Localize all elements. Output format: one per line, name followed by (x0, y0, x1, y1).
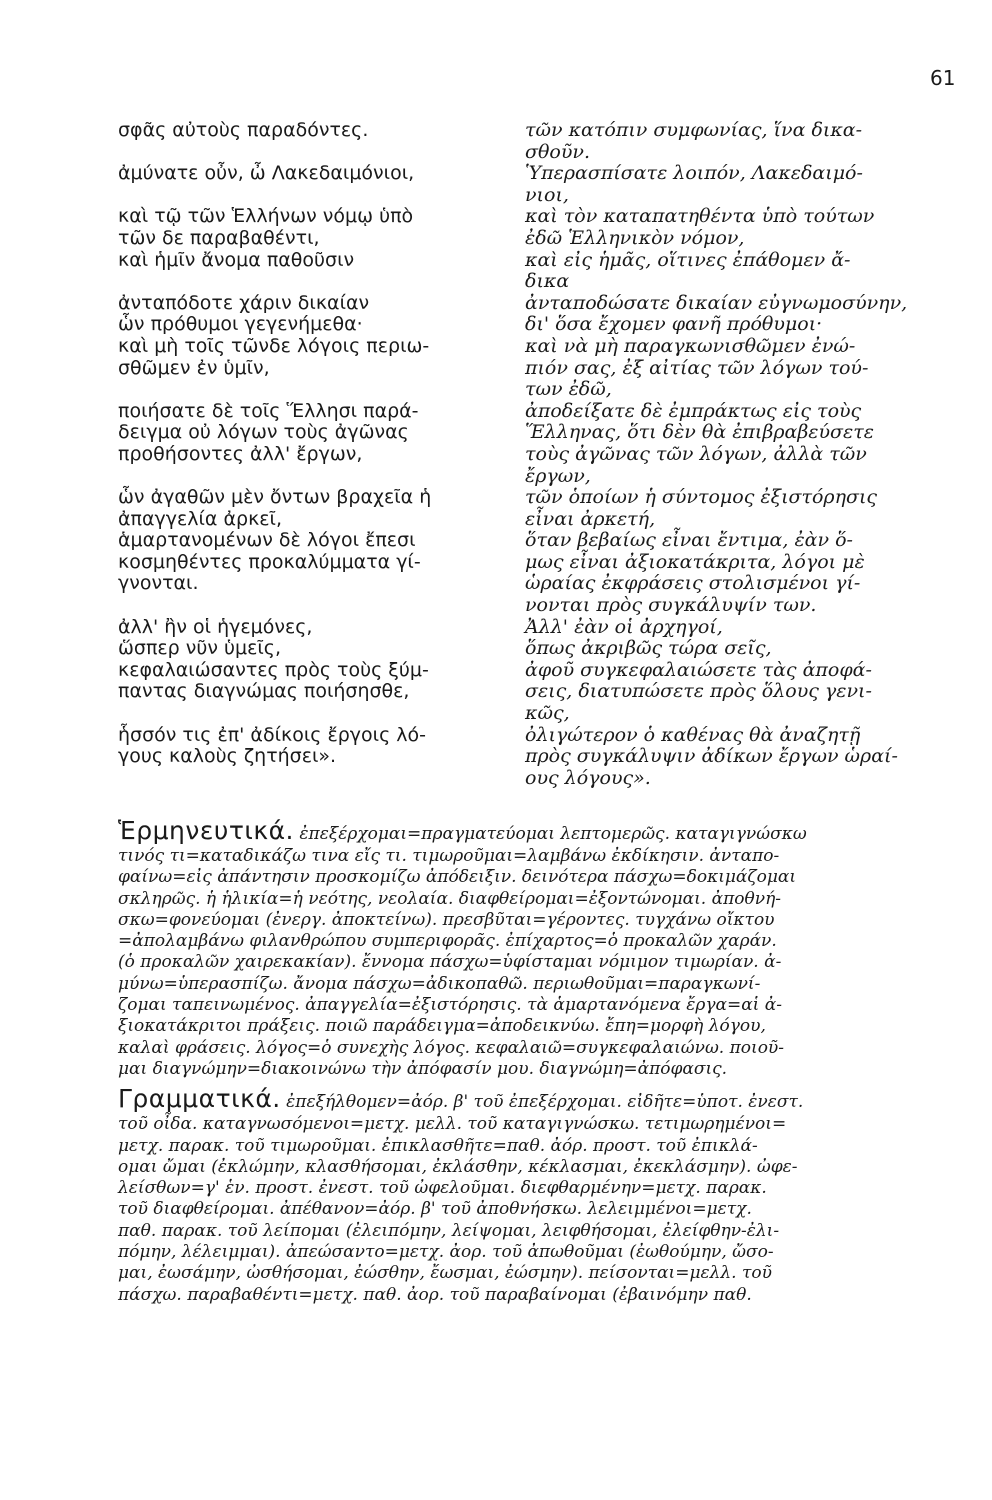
blank-line (118, 271, 508, 293)
text-line: τῶν κατόπιν συμφωνίας, ἵνα δικα- (525, 119, 863, 141)
text-line: λείσθων=γ' ἑν. προστ. ἐνεστ. τοῦ ὠφελοῦμαι. διεφθαρμένην=μετχ. παρακ. (118, 1178, 767, 1199)
blank-line (118, 703, 508, 725)
text-line: ἀπαγγελία ἀρκεῖ, (118, 507, 283, 530)
text-line: =ἀπολαμβάνω φιλανθρώπου συμπεριφορᾶς. ἐπίχαρτος=ὁ προκαλῶν χαράν. (118, 931, 777, 952)
text-line: ποιήσατε δὲ τοῖς Ἕλλησι παρά- (118, 399, 419, 422)
text-line: προθήσοντες ἀλλ' ἔργων, (118, 442, 363, 465)
text-line: τοὺς ἀγῶνας τῶν λόγων, ἀλλὰ τῶν (525, 442, 867, 465)
text-line: Ἕλληνας, ὅτι δὲν θὰ ἐπιβραβεύσετε (525, 421, 874, 444)
right-column-translation (525, 120, 937, 789)
text-line: ἀλλ' ἢν οἱ ἡγεμόνες, (118, 615, 313, 638)
blank-line (118, 185, 508, 207)
text-line: τῶν δε παραβαθέντι, (118, 226, 320, 249)
text-line: ὅταν βεβαίως εἶναι ἔντιμα, ἐὰν ὅ- (525, 529, 853, 552)
blank-line (118, 379, 508, 401)
text-line: καὶ μὴ τοῖς τῶνδε λόγοις περιω- (118, 334, 430, 357)
text-line: παντας διαγνώμας ποιήσησθε, (118, 680, 410, 703)
text-line: (ὁ προκαλῶν χαιρεκακίαν). ἔννομα πάσχω=ὑφίσταμαι νόμιμον τιμωρίαν. ἀ- (118, 952, 782, 973)
text-line: γνονται. (118, 572, 199, 595)
hermeneutika-heading: Ἑρμηνευτικά. (118, 816, 295, 845)
text-line: ὅπως ἀκριβῶς τώρα σεῖς, (525, 637, 772, 660)
text-line: ἀνταποδώσατε δικαίαν εὐγνωμοσύνην, (525, 291, 908, 314)
text-line: φαίνω=εἰς ἀπάντησιν προσκομίζω ἀπόδειξιν. δεινότερα πάσχω=δοκιμάζομαι (118, 867, 797, 888)
text-line: καὶ τὸν καταπατηθέντα ὑπὸ τούτων (525, 205, 875, 228)
text-line: μύνω=ὑπερασπίζω. ἄνομα πάσχω=ἀδικοπαθῶ. περιωθοῦμαι=παραγκωνί- (118, 973, 761, 994)
hermeneutika-lines (118, 846, 938, 1080)
text-line: μετχ. παρακ. τοῦ τιμωροῦμαι. ἐπικλασθῆτε=παθ. ἀόρ. προστ. τοῦ ἐπικλά- (118, 1135, 758, 1156)
grammatika-heading: Γραμματικά. (118, 1084, 281, 1114)
text-line: πόμην, λέλειμμαι). ἀπεώσαντο=μετχ. ἀορ. τοῦ ἀπωθοῦμαι (ἐωθούμην, ὤσο- (118, 1242, 774, 1263)
text-line: καλαὶ φράσεις. λόγος=ὁ συνεχὴς λόγος. κεφαλαιῶ=συγκεφαλαιώνω. ποιοῦ- (118, 1037, 785, 1058)
text-line: ὡραίας ἐκφράσεις στολισμένοι γί- (525, 572, 861, 595)
text-line: σκληρῶς. ἡ ἡλικία=ἡ νεότης, νεολαία. διαφθείρομαι=ἐξοντώνομαι. ἀποθνή- (118, 888, 781, 909)
text-line: δικα (525, 270, 570, 293)
text-line: παθ. παρακ. τοῦ λείπομαι (ἐλειπόμην, λείψομαι, λειφθήσομαι, ἐλείφθην-ἐλι- (118, 1220, 780, 1241)
grammatika-lines (118, 1114, 938, 1306)
blank-line (118, 466, 508, 488)
blank-line (118, 142, 508, 164)
text-line: τοῦ οἶδα. καταγνωσόμενοι=μετχ. μελλ. τοῦ καταγιγνώσκω. τετιμωρημένοι= (118, 1114, 787, 1135)
page-number: 61 (930, 66, 956, 90)
text-line: τῶν ὁποίων ἡ σύντομος ἐξιστόρησις (525, 486, 878, 509)
text-line: ὥσπερ νῦν ὑμεῖς, (118, 637, 281, 660)
left-column-ancient-text (118, 120, 508, 768)
notes-section (118, 816, 938, 1306)
hermeneutika-heading-line (118, 816, 938, 846)
text-line: μαι διαγνώμην=διακοινώνω τὴν ἀπόφασίν μου. διαγνώμη=ἀπόφασις. (118, 1058, 728, 1079)
text-line: ους λόγους». (525, 766, 651, 789)
text-line: ζομαι ταπεινωμένος. ἀπαγγελία=ἐξιστόρησις. τὰ ἁμαρτανόμενα ἔργα=αἱ ἀ- (118, 995, 782, 1016)
text-line: νιοι, (525, 183, 569, 206)
text-line: ὧν ἀγαθῶν μὲν ὄντων βραχεῖα ἡ (118, 486, 432, 509)
text-line: ἔργων, (525, 464, 591, 487)
text-line: νονται πρὸς συγκάλυψίν των. (525, 594, 817, 617)
text-line: πιόν σας, ἐξ αἰτίας τῶν λόγων τού- (525, 356, 869, 379)
text-line: τινός τι=καταδικάζω τινα εἴς τι. τιμωροῦμαι=λαμβάνω ἐκδίκησιν. ἀνταπο- (118, 846, 780, 866)
text-line: κεφαλαιώσαντες πρὸς τοὺς ξύμ- (118, 658, 429, 681)
text-line: μαι, ἐωσάμην, ὠσθήσομαι, ἐώσθην, ἔωσμαι, ἐώσμην). πείσονται=μελλ. τοῦ (118, 1263, 772, 1284)
grammatika-heading-line (118, 1084, 938, 1114)
text-line: ἀποδείξατε δὲ ἐμπράκτως εἰς τοὺς (525, 399, 862, 422)
text-line: ἧσσόν τις ἐπ' ἀδίκοις ἔργοις λό- (118, 723, 426, 746)
text-line: σθῶμεν ἐν ὑμῖν, (118, 356, 270, 379)
text-line: ἀνταπόδοτε χάριν δικαίαν (118, 291, 370, 314)
text-line: εἶναι ἀρκετή, (525, 507, 656, 530)
text-line: ὧν πρόθυμοι γεγενήμεθα· (118, 313, 363, 336)
text-line: καὶ τῷ τῶν Ἑλλήνων νόμῳ ὑπὸ (118, 205, 414, 228)
grammatika-line: ἐπεξήλθομεν=ἀόρ. β' τοῦ ἐπεξέρχομαι. εἰδῆτε=ὑποτ. ἐνεστ. (286, 1092, 804, 1113)
text-line: των ἐδῶ, (525, 378, 612, 401)
text-line: ἁμαρτανομένων δὲ λόγοι ἔπεσι (118, 529, 416, 552)
text-line: σθοῦν. (525, 140, 590, 163)
text-line: Ὑπερασπίσατε λοιπόν, Λακεδαιμό- (525, 162, 863, 185)
text-line: ἀμύνατε οὖν, ὦ Λακεδαιμόνιοι, (118, 162, 415, 185)
text-line: καὶ εἰς ἡμᾶς, οἵτινες ἐπάθομεν ἄ- (525, 248, 851, 271)
text-line: γους καλοὺς ζητήσει». (118, 745, 337, 768)
text-line: ἀφοῦ συγκεφαλαιώσετε τὰς ἀποφά- (525, 658, 872, 681)
text-line: σεις, διατυπώσετε πρὸς ὅλους γενι- (525, 680, 872, 703)
text-line: πρὸς συγκάλυψιν ἀδίκων ἔργων ὡραί- (525, 745, 898, 768)
text-line: δι' ὅσα ἔχομεν φανῆ πρόθυμοι· (525, 313, 823, 336)
blank-line (118, 595, 508, 617)
text-line: δειγμα οὐ λόγων τοὺς ἀγῶνας (118, 421, 409, 444)
text-line: σκω=φονεύομαι (ἐνεργ. ἀποκτείνω). πρεσβῦται=γέροντες. τυγχάνω οἴκτου (118, 909, 775, 930)
text-line: κοσμηθέντες προκαλύμματα γί- (118, 550, 421, 573)
hermeneutika-line: ἐπεξέρχομαι=πραγματεύομαι λεπτομερῶς. καταγιγνώσκω (299, 824, 807, 844)
text-line: σφᾶς αὐτοὺς παραδόντες. (118, 119, 369, 141)
text-line: καὶ ἡμῖν ἄνομα παθοῦσιν (118, 248, 355, 271)
text-line: καὶ νὰ μὴ παραγκωνισθῶμεν ἐνώ- (525, 334, 856, 357)
text-line: ομαι ὤμαι (ἐκλώμην, κλασθήσομαι, ἐκλάσθην, κέκλασμαι, ἐκεκλάσμην). ὠφε- (118, 1156, 798, 1177)
text-line: μως εἶναι ἀξιοκατάκριτα, λόγοι μὲ (525, 550, 865, 573)
text-line: ἐδῶ Ἑλληνικὸν νόμον, (525, 226, 745, 249)
text-line: τοῦ διαφθείρομαι. ἀπέθανον=ἀόρ. β' τοῦ ἀποθνήσκω. λελειμμένοι=μετχ. (118, 1199, 752, 1220)
text-line: κῶς, (525, 702, 570, 725)
text-line: πάσχω. παραβαθέντι=μετχ. παθ. ἀορ. τοῦ παραβαίνομαι (ἐβαινόμην παθ. (118, 1284, 752, 1305)
text-line: ξιοκατάκριτοι πράξεις. ποιῶ παράδειγμα=ἀποδεικνύω. ἔπη=μορφὴ λόγου, (118, 1016, 766, 1037)
text-line: Ἀλλ' ἐὰν οἱ ἀρχηγοί, (525, 615, 723, 638)
text-line: ὀλιγώτερον ὁ καθένας θὰ ἀναζητῇ (525, 723, 861, 746)
